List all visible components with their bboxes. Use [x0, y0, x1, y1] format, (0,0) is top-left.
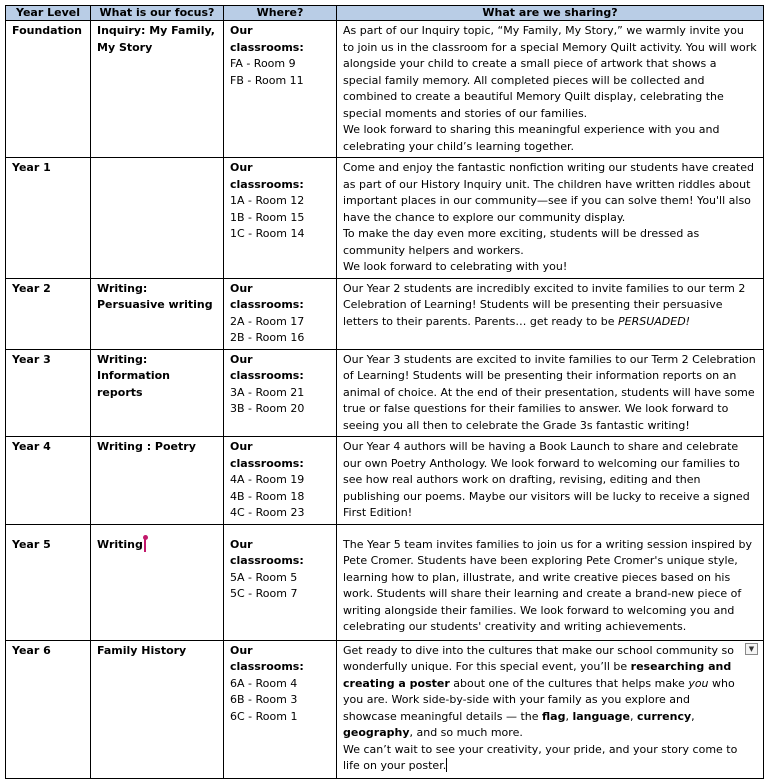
header-where: Where?	[224, 6, 337, 21]
focus-cell[interactable]	[91, 158, 224, 279]
header-sharing: What are we sharing?	[337, 6, 764, 21]
rooms-cell[interactable]	[224, 640, 337, 778]
room-item: 1C - Room 14	[230, 227, 305, 240]
sharing-paragraph	[343, 643, 757, 742]
room-item: 4C - Room 23	[230, 506, 305, 519]
room-item: 1B - Room 15	[230, 210, 305, 224]
sharing-cell[interactable]	[337, 349, 764, 437]
rooms-cell[interactable]	[224, 349, 337, 437]
rooms-heading: Our classrooms:	[230, 440, 304, 470]
sharing-paragraph: Our Year 4 authors will be having a Book Launch to share and celebrate our own Poetry Anthology. We look forward to welcoming our families to see how real authors work on drafting, revising, editing and then publishing our poems. Maybe our visitors will be lucky to receive a signed First Edition!	[343, 440, 750, 519]
table-row	[6, 524, 764, 640]
table-row	[6, 640, 764, 778]
room-item: 6C - Room 1	[230, 709, 298, 723]
sharing-bold: language	[572, 709, 630, 723]
rooms-cell[interactable]	[224, 437, 337, 525]
sharing-bold: currency	[636, 709, 692, 723]
sharing-cell[interactable]	[337, 278, 764, 349]
table-row	[6, 349, 764, 437]
room-item: 5C - Room 7	[230, 587, 298, 600]
room-item: 6A - Room 4	[230, 676, 298, 690]
header-row	[6, 6, 764, 21]
sharing-text: We can’t wait to see your creativity, your pride, and your story come to life on your poster.	[343, 742, 738, 772]
focus-cell[interactable]: Writing: Information reports	[91, 349, 224, 437]
room-item: 3B - Room 20	[230, 402, 305, 415]
room-item: 1A - Room 12	[230, 194, 305, 207]
room-item: 2B - Room 16	[230, 331, 305, 344]
dropdown-arrow-icon[interactable]: ▼	[745, 643, 758, 655]
sharing-text: who you are. Work side-by-side with your family as you explore and showcase meaningful details — the	[343, 676, 735, 723]
sharing-cell[interactable]	[337, 437, 764, 525]
table-row	[6, 437, 764, 525]
sharing-emphasis: you	[688, 676, 709, 690]
year-level-cell[interactable]: Year 5	[6, 524, 91, 640]
focus-text: Writing	[97, 537, 143, 551]
sharing-bold: geography	[343, 726, 410, 739]
rooms-cell[interactable]	[224, 524, 337, 640]
room-item: FB - Room 11	[230, 73, 304, 87]
sharing-text: ,	[629, 709, 637, 723]
sharing-paragraph: We look forward to sharing this meaningful experience with you and celebrating your child’s learning together.	[343, 123, 720, 153]
sharing-text: ,	[565, 709, 573, 723]
room-item: 4A - Room 19	[230, 473, 305, 486]
sharing-text: , and so much more.	[409, 726, 523, 739]
room-item: 6B - Room 3	[230, 693, 298, 706]
sharing-emphasis: PERSUADED!	[617, 314, 691, 328]
rooms-heading: Our classrooms:	[230, 537, 304, 567]
header-year-level: Year Level	[6, 6, 91, 21]
rooms-heading: Our classrooms:	[230, 281, 304, 311]
sharing-paragraph: Our Year 3 students are excited to invite families to our Term 2 Celebration of Learning! Students will be presenting their information reports on an animal of choice. At the end of their presentation, students will have some true or false questions for their families to answer. We look forward to seeing you all then to celebrate the Grade 3s fantastic writing!	[343, 352, 756, 432]
focus-cell[interactable]: Writing: Persuasive writing	[91, 278, 224, 349]
sharing-paragraph: As part of our Inquiry topic, “My Family, My Story,” we warmly invite you to join us in the classroom for a special Memory Quilt activity. You will work alongside your child to create a small piece of artwork that shows a special family memory. All completed pieces will be collected and combined to create a beautiful Memory Quilt display, celebrating the special moments and stories of our families.	[343, 24, 757, 120]
sharing-paragraph: The Year 5 team invites families to join us for a writing session inspired by Pete Cromer. Students have been exploring Pete Cromer's unique style, learning how to plan, illustrate, and write creative pieces based on his work. Students will share their learning and create a brand-new piece of writing alongside their families. We look forward to welcoming you and celebrating our students' creativity and writing achievements.	[343, 537, 752, 633]
room-item: 4B - Room 18	[230, 489, 305, 503]
header-focus: What is our focus?	[91, 6, 224, 21]
room-item: FA - Room 9	[230, 57, 296, 70]
focus-cell[interactable]: Inquiry: My Family, My Story	[91, 21, 224, 158]
events-table	[5, 5, 764, 779]
rooms-heading: Our classrooms:	[230, 161, 304, 191]
room-item: 3A - Room 21	[230, 385, 305, 399]
rooms-cell[interactable]	[224, 278, 337, 349]
sharing-text: about one of the cultures that helps make	[449, 676, 689, 690]
sharing-cell[interactable]	[337, 158, 764, 279]
sharing-paragraph	[343, 742, 757, 775]
sharing-cell[interactable]	[337, 640, 764, 778]
sharing-paragraph: Come and enjoy the fantastic nonfiction writing our students have created as part of our History Inquiry unit. The children have written riddles about important places in our community—see if you can solve them! You'll also have the chance to explore our community display.	[343, 161, 754, 224]
rooms-heading: Our classrooms:	[230, 643, 304, 673]
table-row	[6, 21, 764, 158]
focus-cell[interactable]: Writing : Poetry	[91, 437, 224, 525]
sharing-text: Our Year 2 students are incredibly excited to invite families to our term 2 Celebration of Learning! Students will be presenting their persuasive letters to their parents. Parents… get ready to be	[343, 281, 746, 328]
year-level-cell[interactable]: Year 1	[6, 158, 91, 279]
sharing-bold: researching and creating a poster	[343, 660, 732, 690]
text-cursor	[446, 758, 447, 772]
focus-cell[interactable]: Family History	[91, 640, 224, 778]
sharing-text: ,	[691, 709, 695, 723]
year-level-cell[interactable]: Foundation	[6, 21, 91, 158]
room-item: 2A - Room 17	[230, 314, 305, 328]
rooms-cell[interactable]	[224, 21, 337, 158]
year-level-cell[interactable]: Year 4	[6, 437, 91, 525]
focus-cell[interactable]	[91, 524, 224, 640]
year-level-cell[interactable]: Year 3	[6, 349, 91, 437]
rooms-cell[interactable]	[224, 158, 337, 279]
year-level-cell[interactable]: Year 6	[6, 640, 91, 778]
sharing-paragraph: We look forward to celebrating with you!	[343, 260, 568, 273]
comment-marker-icon[interactable]	[144, 537, 146, 552]
year-level-cell[interactable]: Year 2	[6, 278, 91, 349]
sharing-bold: flag	[542, 709, 566, 723]
sharing-text: Get ready to dive into the cultures that make our school community so wonderfully unique. For this special event, you’ll be	[343, 643, 734, 673]
sharing-paragraph	[343, 281, 757, 331]
sharing-paragraph: To make the day even more exciting, students will be dressed as community helpers and workers.	[343, 227, 700, 257]
sharing-cell[interactable]	[337, 524, 764, 640]
table-row	[6, 278, 764, 349]
rooms-heading: Our classrooms:	[230, 352, 304, 382]
rooms-heading: Our classrooms:	[230, 24, 304, 54]
table-row	[6, 158, 764, 279]
sharing-cell[interactable]	[337, 21, 764, 158]
room-item: 5A - Room 5	[230, 570, 298, 584]
